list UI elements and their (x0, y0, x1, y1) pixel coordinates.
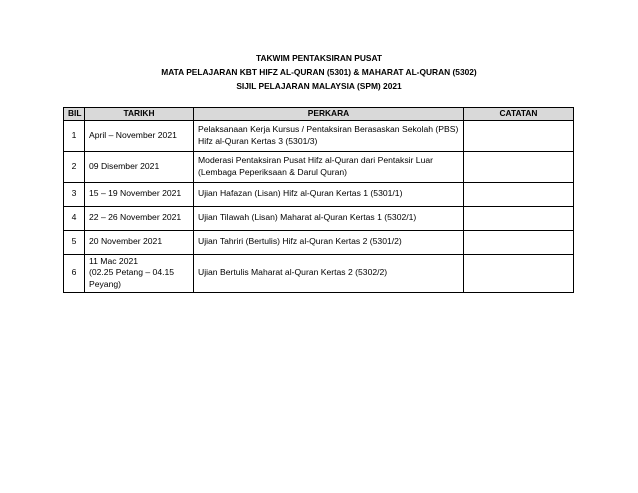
cell-perkara (194, 182, 464, 206)
cell-catatan (464, 254, 574, 292)
cell-perkara (194, 151, 464, 182)
column-header-perkara: PERKARA (194, 108, 464, 121)
cell-perkara-line: Pelaksanaan Kerja Kursus / Pentaksiran Berasaskan Sekolah (PBS) (198, 124, 459, 134)
cell-perkara (194, 254, 464, 292)
cell-tarikh-line: (02.25 Petang – 04.15 (89, 267, 175, 278)
cell-tarikh-line: 15 – 19 November 2021 (89, 188, 182, 199)
cell-perkara-line: Ujian Bertulis Maharat al-Quran Kertas 2 (5302/2) (198, 267, 388, 278)
cell-catatan (464, 206, 574, 230)
table-row (64, 230, 574, 254)
column-header-catatan: CATATAN (464, 108, 574, 121)
cell-perkara-line: (Lembaga Peperiksaan & Darul Quran) (198, 166, 348, 177)
cell-tarikh-line: 22 – 26 November 2021 (89, 212, 182, 223)
cell-tarikh-line: 11 Mac 2021 (89, 255, 139, 266)
schedule-table (63, 107, 574, 293)
cell-perkara-line: Ujian Hafazan (Lisan) Hifz al-Quran Kertas 1 (5301/1) (198, 188, 403, 199)
table-row (64, 120, 574, 151)
cell-catatan (464, 120, 574, 151)
table-row (64, 254, 574, 292)
cell-tarikh-line: 20 November 2021 (89, 236, 163, 247)
cell-perkara (194, 120, 464, 151)
table-row (64, 206, 574, 230)
cell-perkara-line: Ujian Tilawah (Lisan) Maharat al-Quran Kertas 1 (5302/1) (198, 212, 417, 223)
table-row (64, 182, 574, 206)
cell-tarikh-line: 09 Disember 2021 (89, 160, 160, 171)
cell-tarikh (85, 230, 194, 254)
cell-tarikh (85, 182, 194, 206)
cell-catatan (464, 230, 574, 254)
cell-perkara-line: Moderasi Pentaksiran Pusat Hifz al-Quran dari Pentaksir Luar (198, 155, 434, 165)
cell-bil: 6 (64, 254, 85, 292)
table-row (64, 151, 574, 182)
cell-tarikh (85, 206, 194, 230)
cell-tarikh-line: April – November 2021 (89, 129, 177, 140)
cell-tarikh (85, 151, 194, 182)
cell-tarikh (85, 120, 194, 151)
cell-bil: 2 (64, 151, 85, 182)
cell-perkara-line: Ujian Tahriri (Bertulis) Hifz al-Quran Kertas 2 (5301/2) (198, 236, 402, 247)
cell-perkara (194, 230, 464, 254)
table-header-row (64, 108, 574, 121)
cell-perkara (194, 206, 464, 230)
cell-perkara-line: Hifz al-Quran Kertas 3 (5301/3) (198, 135, 318, 146)
cell-catatan (464, 182, 574, 206)
cell-bil: 3 (64, 182, 85, 206)
cell-bil: 5 (64, 230, 85, 254)
document-subtitle-subjects: MATA PELAJARAN KBT HIFZ AL-QURAN (5301) & MAHARAT AL-QURAN (5302) (161, 67, 477, 77)
document-subtitle-exam: SIJIL PELAJARAN MALAYSIA (SPM) 2021 (236, 81, 402, 91)
cell-bil: 4 (64, 206, 85, 230)
cell-catatan (464, 151, 574, 182)
cell-tarikh (85, 254, 194, 292)
column-header-bil: BIL (64, 108, 85, 121)
document-title: TAKWIM PENTAKSIRAN PUSAT (255, 53, 383, 63)
cell-bil: 1 (64, 120, 85, 151)
column-header-tarikh: TARIKH (85, 108, 194, 121)
cell-tarikh-line: Peyang) (89, 278, 122, 289)
